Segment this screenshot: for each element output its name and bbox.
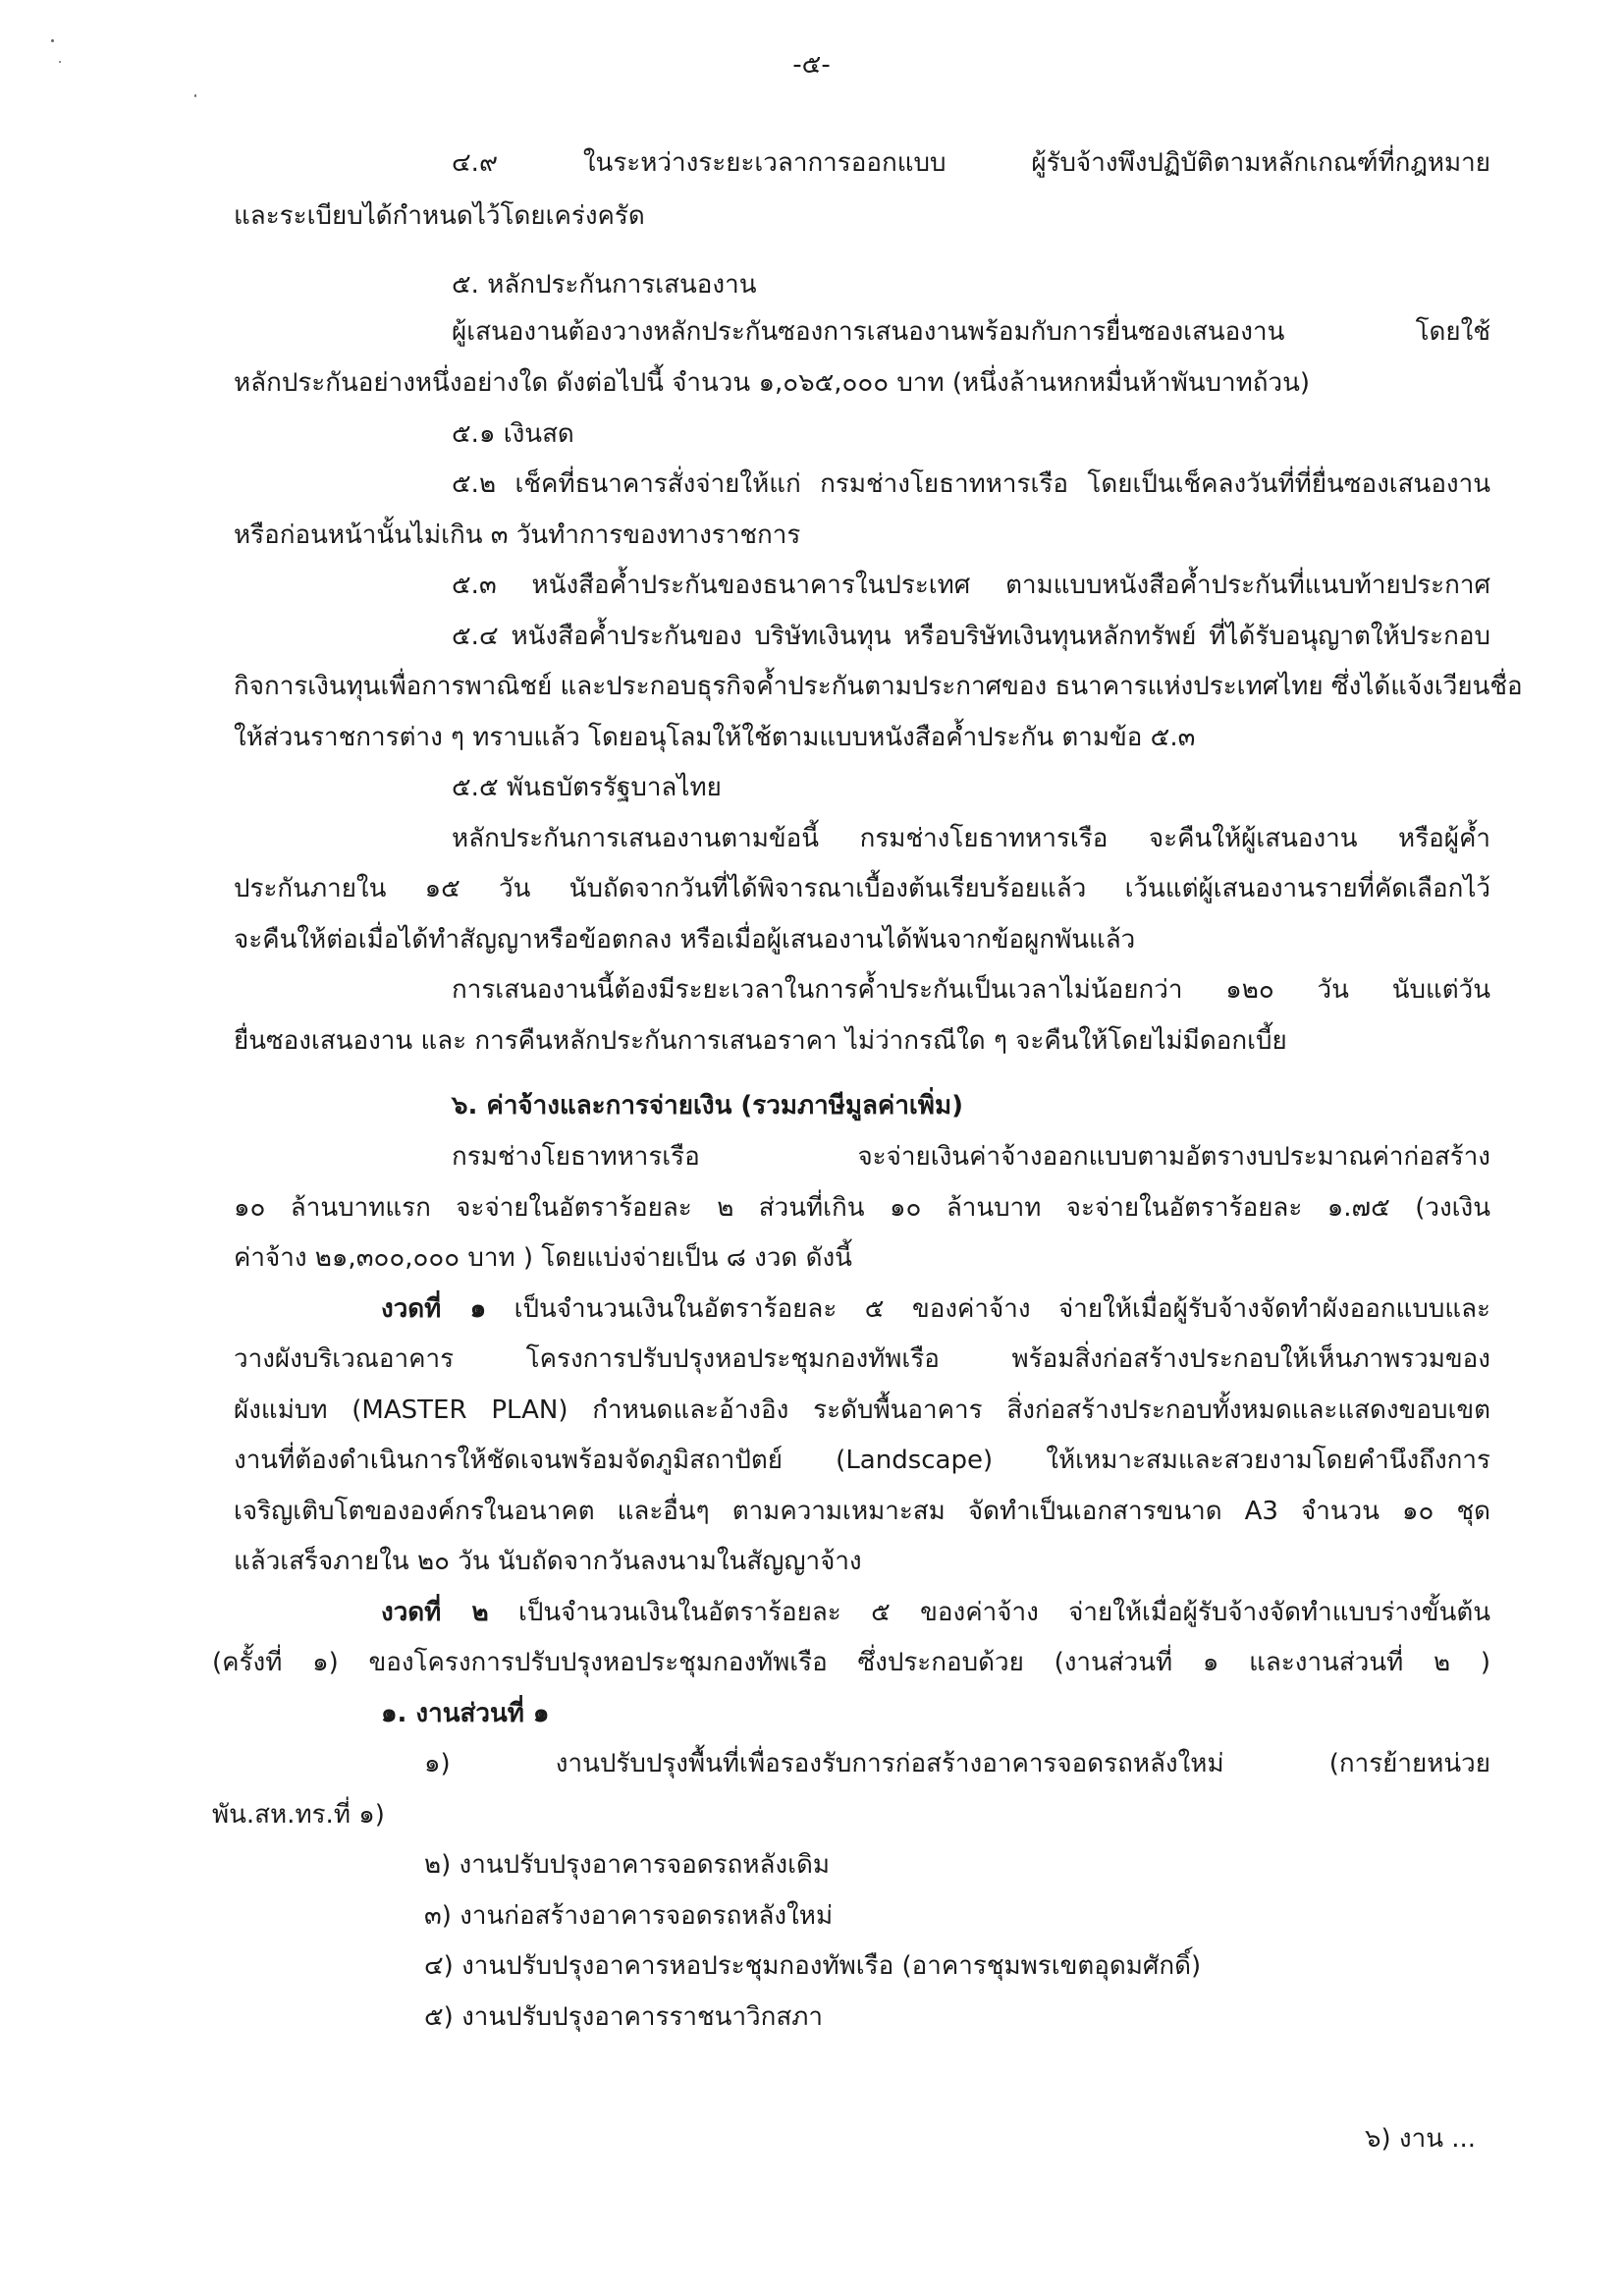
section-5-text: หลักประกันอย่างหนึ่งอย่างใด ดังต่อไปนี้ จำนวน ๑,๐๖๕,๐๐๐ บาท (หนึ่งล้านหกหมื่นห้าพันบาทถ้วน) xyxy=(234,368,1311,398)
continuation-note: ๖) งาน ... xyxy=(1365,2124,1477,2154)
item-5-4: ๕.๔ หนังสือค้ำประกันของ บริษัทเงินทุน หรือบริษัทเงินทุนหลักทรัพย์ ที่ได้รับอนุญาตให้ประกอบ xyxy=(452,622,1490,651)
installment-1 xyxy=(381,1291,1490,1327)
installment-1-text: แล้วเสร็จภายใน ๒๐ วัน นับถัดจากวันลงนามในสัญญาจ้าง xyxy=(234,1547,862,1576)
section-5-text: ประกันภายใน ๑๕ วัน นับถัดจากวันที่ได้พิจารณาเบื้องต้นเรียบร้อยแล้ว เว้นแต่ผู้เสนองานรายที่คัดเลือกไว้ xyxy=(234,874,1490,903)
scan-speck xyxy=(51,39,54,42)
installment-1-text: เจริญเติบโตขององค์กรในอนาคต และอื่นๆ ตามความเหมาะสม จัดทำเป็นเอกสารขนาด A3 จำนวน ๑๐ ชุด xyxy=(234,1497,1490,1526)
scan-speck xyxy=(194,94,196,97)
installment-1-text: งานที่ต้องดำเนินการให้ชัดเจนพร้อมจัดภูมิสถาปัตย์ (Landscape) ให้เหมาะสมและสวยงามโดยคำนึงถึงการ xyxy=(234,1446,1490,1475)
page-number: -๕- xyxy=(792,50,831,80)
item-5-1: ๕.๑ เงินสด xyxy=(452,419,574,449)
section-5-text: จะคืนให้ต่อเมื่อได้ทำสัญญาหรือข้อตกลง หรือเมื่อผู้เสนองานได้พ้นจากข้อผูกพันแล้ว xyxy=(234,925,1136,955)
paragraph-4-9-line: และระเบียบได้กำหนดไว้โดยเคร่งครัด xyxy=(234,201,645,231)
item-5-2: หรือก่อนหน้านั้นไม่เกิน ๓ วันทำการของทางราชการ xyxy=(234,520,801,550)
paragraph-4-9-line: ๔.๙ ในระหว่างระยะเวลาการออกแบบ ผู้รับจ้างพึงปฏิบัติตามหลักเกณฑ์ที่กฎหมาย xyxy=(452,148,1490,178)
section-5-text: การเสนองานนี้ต้องมีระยะเวลาในการค้ำประกันเป็นเวลาไม่น้อยกว่า ๑๒๐ วัน นับแต่วัน xyxy=(452,975,1490,1005)
work-item-1: ๑) งานปรับปรุงพื้นที่เพื่อรองรับการก่อสร้างอาคารจอดรถหลังใหม่ (การย้ายหน่วย xyxy=(424,1749,1490,1778)
work-item-4: ๔) งานปรับปรุงอาคารหอประชุมกองทัพเรือ (อาคารชุมพรเขตอุดมศักดิ์) xyxy=(424,1951,1202,1981)
work-item-3: ๓) งานก่อสร้างอาคารจอดรถหลังใหม่ xyxy=(424,1901,834,1931)
installment-1-label: งวดที่ ๑ xyxy=(381,1294,487,1324)
work-item-5: ๕) งานปรับปรุงอาคารราชนาวิกสภา xyxy=(424,2002,823,2032)
section-5-text: หลักประกันการเสนองานตามข้อนี้ กรมช่างโยธาทหารเรือ จะคืนให้ผู้เสนองาน หรือผู้ค้ำ xyxy=(452,824,1490,853)
installment-2-text: (ครั้งที่ ๑) ของโครงการปรับปรุงหอประชุมกองทัพเรือ ซึ่งประกอบด้วย (งานส่วนที่ ๑ และงานส่วนที่ ๒ ) xyxy=(212,1648,1490,1677)
section-5-text: ผู้เสนองานต้องวางหลักประกันซองการเสนองานพร้อมกับการยื่นซองเสนองาน โดยใช้ xyxy=(452,317,1490,347)
installment-2-label: งวดที่ ๒ xyxy=(381,1598,489,1627)
installment-1-text: ผังแม่บท (MASTER PLAN) กำหนดและอ้างอิง ระดับพื้นอาคาร สิ่งก่อสร้างประกอบทั้งหมดและแสดงขอบเขต xyxy=(234,1395,1490,1425)
item-5-3: ๕.๓ หนังสือค้ำประกันของธนาคารในประเทศ ตามแบบหนังสือค้ำประกันที่แนบท้ายประกาศ xyxy=(452,571,1490,600)
installment-1-text: เป็นจำนวนเงินในอัตราร้อยละ ๕ ของค่าจ้าง จ่ายให้เมื่อผู้รับจ้างจัดทำผังออกแบบและ xyxy=(486,1294,1490,1324)
section-6-heading: ๖. ค่าจ้างและการจ่ายเงิน (รวมภาษีมูลค่าเพิ่ม) xyxy=(452,1091,963,1121)
installment-2 xyxy=(381,1595,1490,1630)
work-item-2: ๒) งานปรับปรุงอาคารจอดรถหลังเดิม xyxy=(424,1850,831,1880)
item-5-4: ให้ส่วนราชการต่าง ๆ ทราบแล้ว โดยอนุโลมให้ใช้ตามแบบหนังสือค้ำประกัน ตามข้อ ๕.๓ xyxy=(234,723,1196,752)
section-6-text: ๑๐ ล้านบาทแรก จะจ่ายในอัตราร้อยละ ๒ ส่วนที่เกิน ๑๐ ล้านบาท จะจ่ายในอัตราร้อยละ ๑.๗๕ (วงเงิน xyxy=(234,1193,1490,1223)
item-5-4: กิจการเงินทุนเพื่อการพาณิชย์ และประกอบธุรกิจค้ำประกันตามประกาศของ ธนาคารแห่งประเทศไทย ซึ่งได้แจ้งเวียนชื่อ xyxy=(234,672,1523,701)
item-5-5: ๕.๕ พันธบัตรรัฐบาลไทย xyxy=(452,773,722,802)
installment-2-text: เป็นจำนวนเงินในอัตราร้อยละ ๕ ของค่าจ้าง จ่ายให้เมื่อผู้รับจ้างจัดทำแบบร่างขั้นต้น xyxy=(488,1598,1491,1627)
section-6-text: ค่าจ้าง ๒๑,๓๐๐,๐๐๐ บาท ) โดยแบ่งจ่ายเป็น ๘ งวด ดังนี้ xyxy=(234,1243,852,1273)
item-5-2: ๕.๒ เช็คที่ธนาคารสั่งจ่ายให้แก่ กรมช่างโยธาทหารเรือ โดยเป็นเช็คลงวันที่ที่ยื่นซองเสนองาน xyxy=(452,469,1490,499)
section-5-heading: ๕. หลักประกันการเสนองาน xyxy=(452,270,757,300)
installment-1-text: วางผังบริเวณอาคาร โครงการปรับปรุงหอประชุมกองทัพเรือ พร้อมสิ่งก่อสร้างประกอบให้เห็นภาพรวมของ xyxy=(234,1344,1490,1374)
section-5-text: ยื่นซองเสนองาน และ การคืนหลักประกันการเสนอราคา ไม่ว่ากรณีใด ๆ จะคืนให้โดยไม่มีดอกเบี้ย xyxy=(234,1026,1287,1056)
part-1-heading: ๑. งานส่วนที่ ๑ xyxy=(381,1699,550,1728)
section-6-text: กรมช่างโยธาทหารเรือ จะจ่ายเงินค่าจ้างออกแบบตามอัตรางบประมาณค่าก่อสร้าง xyxy=(452,1142,1490,1172)
work-item-1: พัน.สห.ทร.ที่ ๑) xyxy=(212,1800,385,1830)
